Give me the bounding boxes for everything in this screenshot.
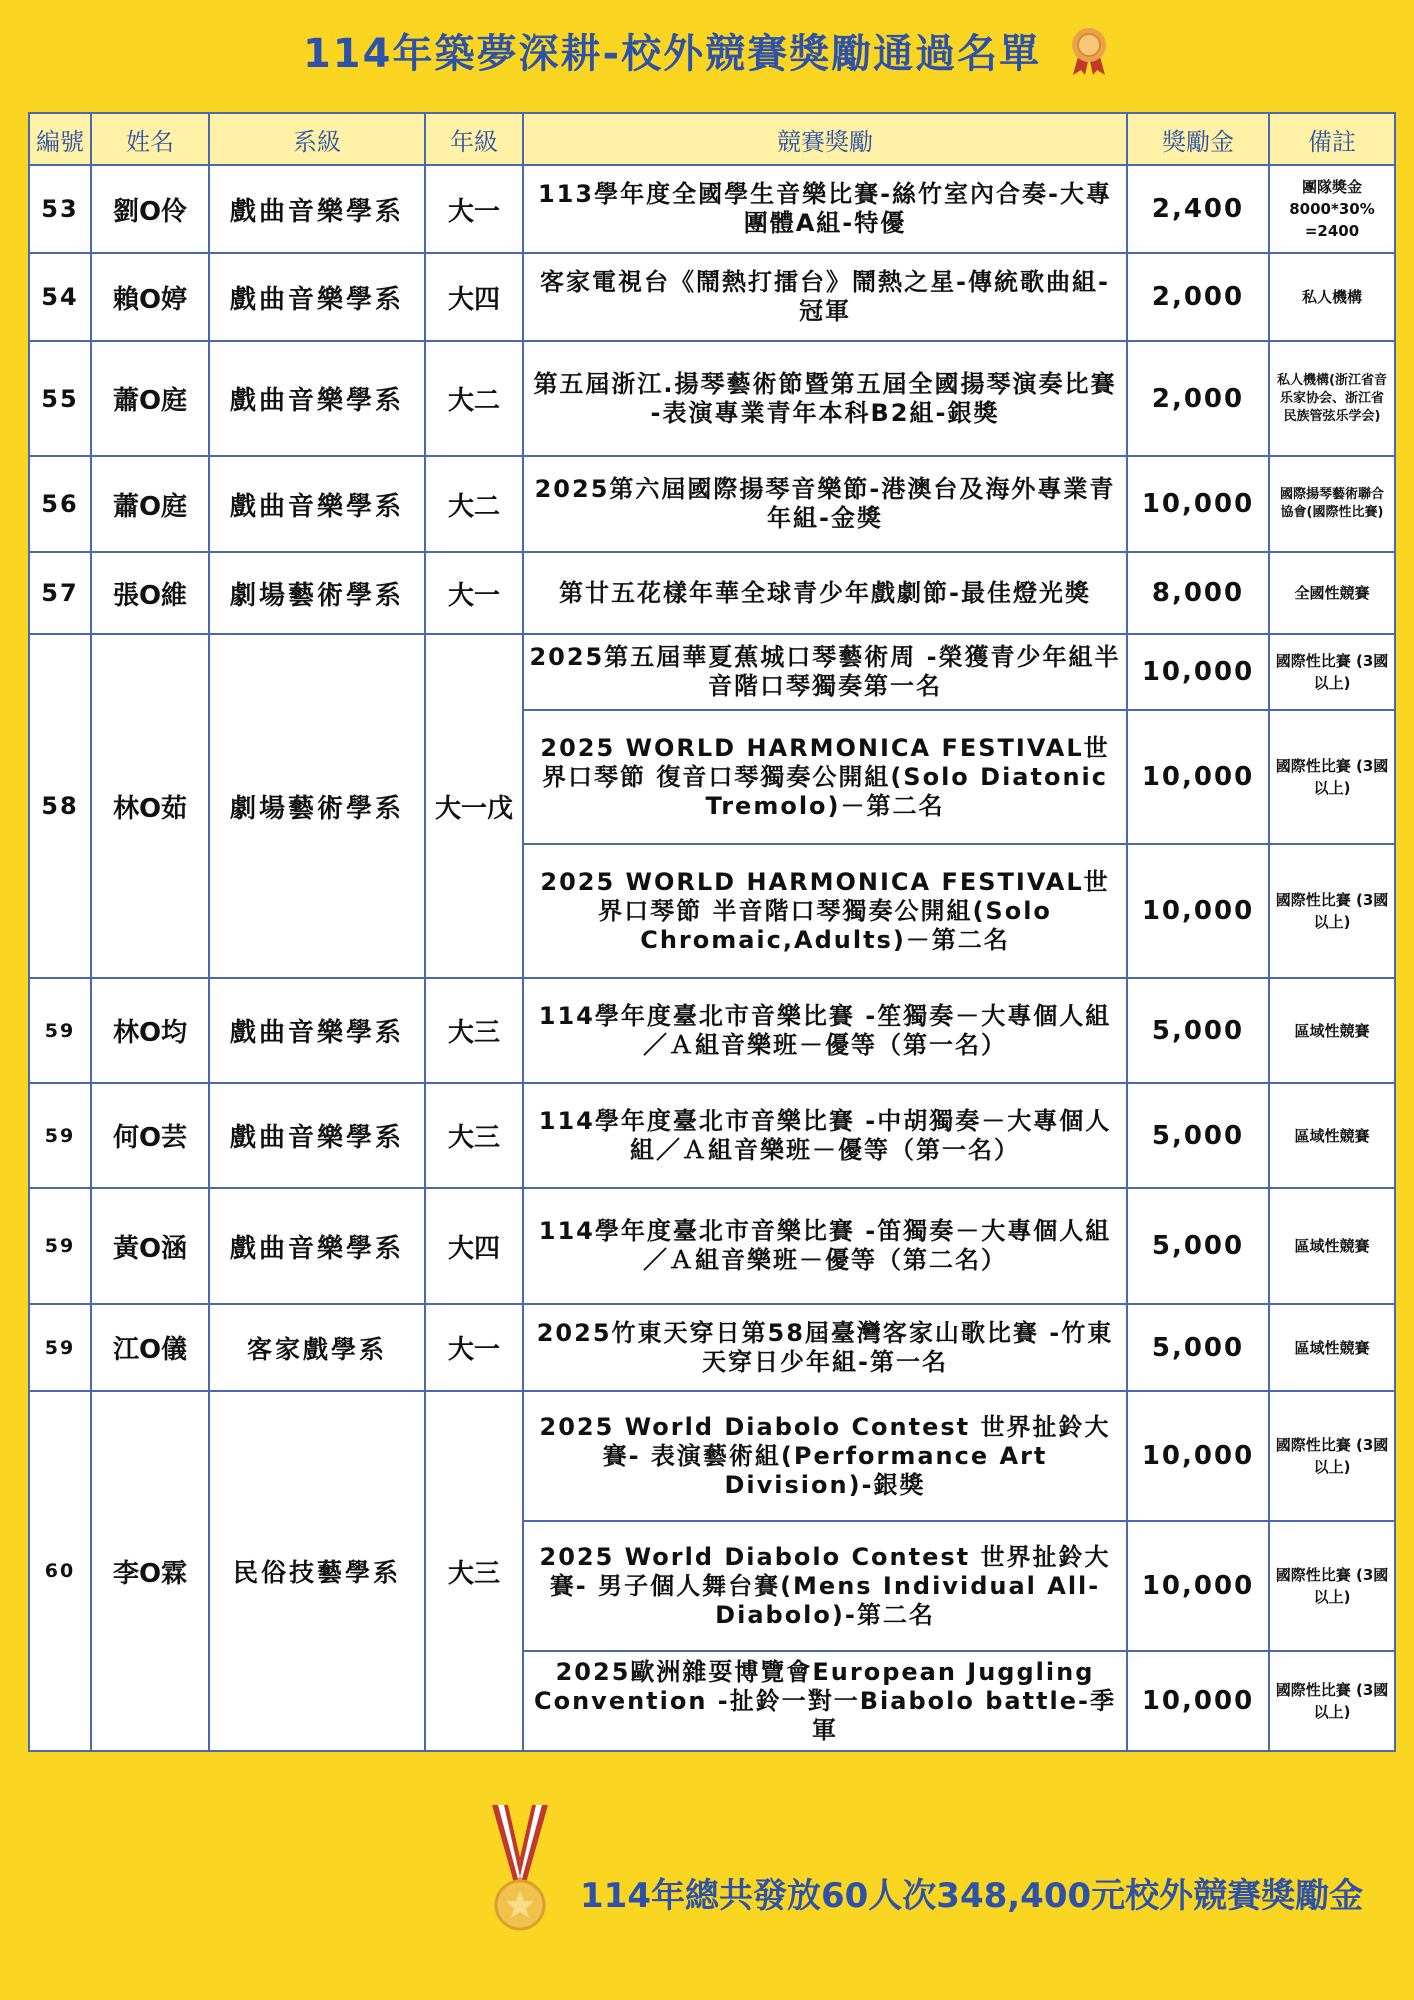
- row-amount: 10,000: [1127, 1521, 1269, 1651]
- table-row: [29, 1188, 1395, 1304]
- row-name: 李O霖: [91, 1391, 209, 1751]
- header-name: 姓名: [91, 113, 209, 165]
- row-dept: 戲曲音樂學系: [209, 1083, 425, 1188]
- row-year: 大四: [425, 1188, 523, 1304]
- row-note: 國際性比賽 (3國以上): [1269, 1391, 1395, 1521]
- row-note: 區域性競賽: [1269, 1083, 1395, 1188]
- table-row: [29, 341, 1395, 456]
- row-note: 全國性競賽: [1269, 552, 1395, 634]
- row-amount: 10,000: [1127, 844, 1269, 978]
- row-dept: 劇場藝術學系: [209, 552, 425, 634]
- row-no: 55: [29, 341, 91, 456]
- row-year: 大三: [425, 978, 523, 1083]
- row-award: 114學年度臺北市音樂比賽 -中胡獨奏－大專個人組／Ａ組音樂班－優等（第一名）: [523, 1083, 1127, 1188]
- row-note: 國際揚琴藝術聯合協會(國際性比賽): [1269, 456, 1395, 552]
- table-header-row: [29, 113, 1395, 165]
- row-award: 2025 WORLD HARMONICA FESTIVAL世界口琴節 半音階口琴獨奏公開組(Solo Chromaic,Adults)－第二名: [523, 844, 1127, 978]
- row-amount: 5,000: [1127, 978, 1269, 1083]
- row-dept: 戲曲音樂學系: [209, 456, 425, 552]
- row-name: 江O儀: [91, 1304, 209, 1391]
- row-amount: 10,000: [1127, 710, 1269, 844]
- table-row: [29, 253, 1395, 341]
- table-row: [29, 634, 1395, 710]
- row-year: 大三: [425, 1391, 523, 1751]
- header-award: 競賽獎勵: [523, 113, 1127, 165]
- row-year: 大四: [425, 253, 523, 341]
- medal-icon: [1067, 25, 1111, 87]
- table-row: [29, 456, 1395, 552]
- table-row: [29, 1304, 1395, 1391]
- row-name: 張O維: [91, 552, 209, 634]
- row-name: 蕭O庭: [91, 456, 209, 552]
- header-note: 備註: [1269, 113, 1395, 165]
- row-dept: 戲曲音樂學系: [209, 253, 425, 341]
- header-amount: 獎勵金: [1127, 113, 1269, 165]
- footer-summary: 114年總共發放60人次348,400元校外競賽獎勵金: [580, 1876, 1364, 1916]
- row-amount: 2,000: [1127, 341, 1269, 456]
- row-award: 第五屆浙江.揚琴藝術節暨第五屆全國揚琴演奏比賽 -表演專業青年本科B2組-銀獎: [523, 341, 1127, 456]
- row-year: 大一: [425, 552, 523, 634]
- row-amount: 8,000: [1127, 552, 1269, 634]
- row-year: 大一戊: [425, 634, 523, 978]
- medal-ribbon-icon: [488, 1805, 552, 1939]
- row-note: 國際性比賽 (3國以上): [1269, 710, 1395, 844]
- row-no: 57: [29, 552, 91, 634]
- row-award: 2025竹東天穿日第58屆臺灣客家山歌比賽 -竹東天穿日少年組-第一名: [523, 1304, 1127, 1391]
- row-award: 113學年度全國學生音樂比賽-絲竹室內合奏-大專團體A組-特優: [523, 165, 1127, 253]
- row-amount: 10,000: [1127, 634, 1269, 710]
- row-award: 2025第六屆國際揚琴音樂節-港澳台及海外專業青年組-金獎: [523, 456, 1127, 552]
- row-no: 59: [29, 1188, 91, 1304]
- row-award: 114學年度臺北市音樂比賽 -笙獨奏－大專個人組／Ａ組音樂班－優等（第一名）: [523, 978, 1127, 1083]
- row-note: 國際性比賽 (3國以上): [1269, 844, 1395, 978]
- row-dept: 劇場藝術學系: [209, 634, 425, 978]
- row-name: 林O茹: [91, 634, 209, 978]
- row-no: 56: [29, 456, 91, 552]
- row-year: 大三: [425, 1083, 523, 1188]
- row-year: 大一: [425, 1304, 523, 1391]
- row-note: 國際性比賽 (3國以上): [1269, 1651, 1395, 1751]
- row-note: 國際性比賽 (3國以上): [1269, 634, 1395, 710]
- row-award: 客家電視台《鬧熱打擂台》鬧熱之星-傳統歌曲組-冠軍: [523, 253, 1127, 341]
- row-no: 59: [29, 978, 91, 1083]
- row-amount: 5,000: [1127, 1083, 1269, 1188]
- row-note: 國際性比賽 (3國以上): [1269, 1521, 1395, 1651]
- row-dept: 戲曲音樂學系: [209, 978, 425, 1083]
- row-note: 區域性競賽: [1269, 1188, 1395, 1304]
- row-dept: 民俗技藝學系: [209, 1391, 425, 1751]
- row-name: 劉O伶: [91, 165, 209, 253]
- row-year: 大二: [425, 456, 523, 552]
- row-dept: 客家戲學系: [209, 1304, 425, 1391]
- row-year: 大一: [425, 165, 523, 253]
- row-award: 114學年度臺北市音樂比賽 -笛獨奏－大專個人組／Ａ組音樂班－優等（第二名）: [523, 1188, 1127, 1304]
- row-amount: 10,000: [1127, 1651, 1269, 1751]
- row-note: 私人機構(浙江省音乐家协会、浙江省民族管弦乐学会): [1269, 341, 1395, 456]
- row-name: 林O均: [91, 978, 209, 1083]
- row-name: 黃O涵: [91, 1188, 209, 1304]
- row-amount: 2,000: [1127, 253, 1269, 341]
- table-row: [29, 1083, 1395, 1188]
- row-note: 私人機構: [1269, 253, 1395, 341]
- header-year: 年級: [425, 113, 523, 165]
- row-year: 大二: [425, 341, 523, 456]
- row-no: 59: [29, 1304, 91, 1391]
- row-name: 何O芸: [91, 1083, 209, 1188]
- row-note: 區域性競賽: [1269, 1304, 1395, 1391]
- table-row: [29, 165, 1395, 253]
- table-row: [29, 552, 1395, 634]
- row-award: 2025第五屆華夏蕉城口琴藝術周 -榮獲青少年組半音階口琴獨奏第一名: [523, 634, 1127, 710]
- row-award: 第廿五花樣年華全球青少年戲劇節-最佳燈光獎: [523, 552, 1127, 634]
- row-no: 53: [29, 165, 91, 253]
- row-dept: 戲曲音樂學系: [209, 341, 425, 456]
- row-amount: 10,000: [1127, 1391, 1269, 1521]
- row-award: 2025 WORLD HARMONICA FESTIVAL世界口琴節 復音口琴獨奏公開組(Solo Diatonic Tremolo)－第二名: [523, 710, 1127, 844]
- header-dept: 系級: [209, 113, 425, 165]
- row-note: 區域性競賽: [1269, 978, 1395, 1083]
- row-amount: 5,000: [1127, 1188, 1269, 1304]
- row-no: 59: [29, 1083, 91, 1188]
- row-award: 2025 World Diabolo Contest 世界扯鈴大賽- 表演藝術組(Performance Art Division)-銀獎: [523, 1391, 1127, 1521]
- row-note: 團隊獎金 8000*30% =2400: [1269, 165, 1395, 253]
- table-row: [29, 978, 1395, 1083]
- row-no: 60: [29, 1391, 91, 1751]
- table-row: [29, 1391, 1395, 1521]
- row-amount: 5,000: [1127, 1304, 1269, 1391]
- page-title-text: 114年築夢深耕-校外競賽獎勵通過名單: [302, 31, 1042, 77]
- row-dept: 戲曲音樂學系: [209, 1188, 425, 1304]
- row-name: 賴O婷: [91, 253, 209, 341]
- row-name: 蕭O庭: [91, 341, 209, 456]
- row-amount: 2,400: [1127, 165, 1269, 253]
- row-no: 58: [29, 634, 91, 978]
- header-no: 編號: [29, 113, 91, 165]
- row-amount: 10,000: [1127, 456, 1269, 552]
- row-award: 2025 World Diabolo Contest 世界扯鈴大賽- 男子個人舞台賽(Mens Individual All-Diabolo)-第二名: [523, 1521, 1127, 1651]
- award-table: [28, 112, 1396, 1752]
- row-dept: 戲曲音樂學系: [209, 165, 425, 253]
- page-title: [0, 22, 1414, 87]
- row-no: 54: [29, 253, 91, 341]
- row-award: 2025歐洲雜耍博覽會European Juggling Convention -扯鈴一對一Biabolo battle-季軍: [523, 1651, 1127, 1751]
